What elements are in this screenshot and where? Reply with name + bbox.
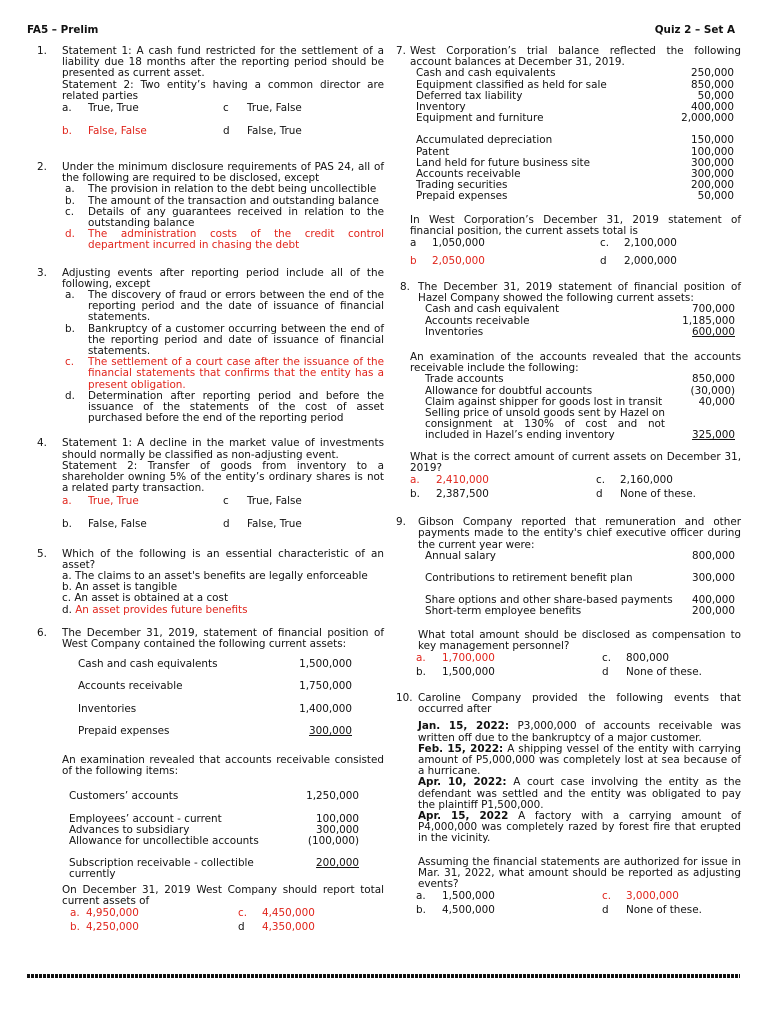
option-letter[interactable]: d [600,255,607,268]
option-letter[interactable]: b. [416,665,426,678]
quiz-title: Quiz 2 – Set A [654,24,735,36]
answer-options [416,653,741,681]
row-value: (30,000) [690,384,735,397]
option-text[interactable]: 2,000,000 [624,255,677,268]
row-label: Cash and cash equivalent [425,303,560,316]
option-text[interactable]: None of these. [626,904,702,917]
question-number: 8. [400,281,410,294]
choice-letter: c. [65,205,75,218]
option-text[interactable]: True, True [88,102,139,115]
question-1 [27,46,384,140]
option-letter-correct[interactable]: a. [410,474,420,487]
option-letter[interactable]: a. [416,890,426,903]
answer-options [410,475,741,503]
row-label: Inventory [416,101,466,114]
row-label: Allowance for doubtful accounts [425,384,593,397]
question-stem: Under the minimum disclosure requirements of PAS 24, all of the following are required to be disclosed, except [62,161,384,185]
choice-text: Details of any guarantees received in relation to the outstanding balance [88,205,384,230]
row-value: 200,000 [692,605,735,618]
table-row [416,124,734,146]
option-text[interactable]: True, False [247,102,302,115]
row-value: 2,000,000 [681,112,734,125]
table-row [416,113,734,124]
option-text[interactable]: 1,050,000 [432,237,485,250]
statement-2: Statement 2: Two entity’s having a common director are related parties [62,78,384,102]
event-date: Apr. 15, 2022 [418,809,509,822]
choice-letter: a. [65,183,75,196]
option-letter-correct[interactable]: b [410,255,417,268]
right-column [396,46,741,931]
row-label: Equipment classified as held for sale [416,78,607,91]
table-row [69,836,359,847]
row-value: 150,000 [691,134,734,147]
table-row [416,191,734,202]
table-row [78,659,352,670]
row-value: 1,185,000 [682,314,735,327]
table-row [69,803,359,825]
row-label: Customers’ accounts [69,790,179,803]
question-number: 4. [37,437,47,450]
question-number: 2. [37,161,47,174]
row-value: 850,000 [691,78,734,91]
receivables-table [425,374,735,441]
choice-d-correct[interactable] [62,229,384,251]
question-3 [27,268,384,425]
row-label: Accumulated depreciation [416,134,553,147]
row-value: 1,750,000 [299,680,352,693]
option-letter[interactable]: a. [70,906,80,919]
row-value: 700,000 [692,303,735,316]
row-value: 300,000 [309,724,352,737]
row-label: Accounts receivable [78,680,183,693]
question-number: 1. [37,45,47,57]
question-number: 6. [37,626,47,639]
table-row [416,68,734,79]
choice-c[interactable] [62,207,384,229]
remuneration-table [425,551,735,618]
event-text: A court case involving the entity as the defendant was settled and the entity was obligated to pay the plaintiff P1,500,000. [418,776,741,811]
table-row [425,304,735,315]
row-label: Contributions to retirement benefit plan [425,571,633,584]
option-text[interactable]: 1,500,000 [442,665,495,678]
statement-1: Statement 1: A decline in the market value of investments should normally be classified as non-adjusting event. [62,437,384,461]
option-text[interactable]: 4,500,000 [442,904,495,917]
question-8 [396,282,741,503]
row-label: Allowance for uncollectible accounts [69,834,259,847]
question-stem: Gibson Company reported that remuneration and other payments made to the entity's chief executive officer during the current year were: [418,516,741,551]
question-text: Assuming the financial statements are authorized for issue in Mar. 31, 2022, what amount should be reported as adjusting events? [418,855,741,890]
row-label: Cash and cash equivalents [416,67,556,80]
option-text-correct[interactable]: 1,700,000 [442,651,495,664]
option-letter[interactable]: d [223,125,230,138]
option-text[interactable]: True, False [247,494,302,507]
row-value: 1,500,000 [299,658,352,671]
statement-2: Statement 2: Transfer of goods from inventory to a shareholder owning 5% of the entity’s ordinary shares is not a related party transaction. [62,459,384,495]
table-row [69,847,359,880]
choice-letter: b. [65,194,75,207]
option-text-correct[interactable]: 2,410,000 [436,474,489,487]
course-title: FA5 – Prelim [27,24,99,36]
choice-text: The amount of the transaction and outstanding balance [88,194,379,207]
option-text[interactable]: False, True [247,517,302,530]
event-date: Feb. 15, 2022: [418,742,504,755]
option-text-correct[interactable]: False, False [88,125,147,138]
row-value: 50,000 [697,89,734,102]
event-item [418,811,741,845]
choice-text: The administration costs of the credit control department incurred in chasing the debt [88,228,384,252]
row-value: 400,000 [691,101,734,114]
question-10 [396,693,741,919]
choice-text: Determination after reporting period and before the issuance of the statements of the cost of asset purchased before the end of the reporting period [88,389,384,425]
question-6 [27,628,384,936]
examination-text: An examination revealed that accounts receivable consisted of the following items: [62,753,384,778]
question-stem: Which of the following is an essential characteristic of an asset? [62,547,384,571]
option-letter[interactable]: a. [62,102,72,115]
row-label: Prepaid expenses [78,724,170,737]
option-letter-correct[interactable]: c. [602,890,612,903]
row-label: Annual salary [425,549,496,562]
choice-b[interactable] [62,324,384,358]
option-letter[interactable]: c. [596,474,606,487]
row-value: 50,000 [697,190,734,203]
row-value: 850,000 [692,373,735,386]
table-row [425,374,735,385]
row-label: Patent [416,145,450,158]
option-text[interactable]: 800,000 [626,651,669,664]
question-number: 7. [396,45,406,57]
table-row [425,606,735,617]
choice-d-correct[interactable]: d. An asset provides future benefits [62,603,248,616]
option-letter[interactable]: a [410,237,417,250]
table-row [425,551,735,562]
question-stem: Caroline Company provided the following events that occurred after [418,691,741,716]
row-label: Equipment and furniture [416,112,544,125]
row-label: Short-term employee benefits [425,605,582,618]
row-label: Trade accounts [425,373,504,386]
row-label: Deferred tax liability [416,89,523,102]
question-5 [27,549,384,616]
table-row [425,562,735,584]
row-label: Share options and other share-based payments [425,594,673,607]
option-text[interactable]: None of these. [626,665,702,678]
current-assets-table [78,659,352,737]
table-row [425,584,735,606]
choice-text: Bankruptcy of a customer occurring between the end of the reporting period and date of issuance of financial statements. [88,322,384,358]
option-text[interactable]: 2,100,000 [624,237,677,250]
question-2 [27,162,384,252]
current-assets-table [425,304,735,338]
row-value: 300,000 [691,168,734,181]
option-text[interactable]: 4,450,000 [262,906,315,919]
option-letter[interactable]: c. [600,237,610,250]
question-text: What is the correct amount of current assets on December 31, 2019? [410,450,741,474]
option-letter[interactable]: c. [238,906,248,919]
option-text[interactable]: None of these. [620,488,696,501]
event-date: Jan. 15, 2022: [418,720,510,733]
row-label: Claim against shipper for goods lost in transit [425,395,663,408]
option-text-correct[interactable]: 3,000,000 [626,890,679,903]
trial-balance-table [416,68,734,202]
event-date: Apr. 10, 2022: [418,776,507,789]
choice-a[interactable]: a. The claims to an asset's benefits are legally enforceable [62,569,368,582]
option-text-correct[interactable]: True, True [88,494,139,507]
row-label: Cash and cash equivalents [78,658,218,671]
question-stem: The December 31, 2019 statement of financial position of Hazel Company showed the following current assets: [418,281,741,305]
option-text[interactable]: False, True [247,125,302,138]
option-text[interactable]: 4,350,000 [262,920,315,933]
choice-letter: a. [65,289,75,302]
answer-options [416,891,741,919]
event-text: P3,000,000 of accounts receivable was written off due to the bankruptcy of a major customer. [418,720,741,744]
question-text: What total amount should be disclosed as compensation to key management personnel? [418,628,741,652]
table-row [69,791,359,802]
row-label: Trading securities [416,179,508,192]
table-row [78,693,352,715]
option-letter-correct[interactable]: a. [416,651,426,664]
row-label: Inventories [425,325,484,338]
choice-letter: b. [65,322,75,335]
question-stem: West Corporation’s trial balance reflected the following account balances at December 31, 2019. [410,45,741,69]
option-letter[interactable]: b. [410,488,420,501]
question-number: 10. [396,691,413,704]
event-item [418,777,741,811]
row-value: 250,000 [691,67,734,80]
footer-dashed-divider [27,974,740,978]
choice-letter: d. [65,389,75,402]
option-letter[interactable]: d [238,920,245,933]
left-column [27,46,384,948]
option-letter[interactable]: c. [602,651,612,664]
option-text[interactable]: 4,250,000 [86,920,139,933]
row-label: Employees’ account - current [69,812,222,825]
option-letter[interactable]: d [223,517,230,530]
event-text: A shipping vessel of the entity with carrying amount of P5,000,000 was completely lost at sea because of a hurricane. [418,742,741,778]
row-value: 600,000 [692,325,735,338]
option-text[interactable]: 2,160,000 [620,474,673,487]
row-label: Accounts receivable [425,314,530,327]
answer-options [62,103,384,140]
choice-b[interactable]: b. An asset is tangible [62,581,178,594]
choice-text: The settlement of a court case after the issuance of the financial statements that confirms that the entity has a present obligation. [88,356,384,391]
question-7 [396,46,741,270]
question-number: 3. [37,266,47,279]
table-row [78,670,352,692]
option-letter[interactable]: d [596,488,603,501]
event-list [418,721,741,844]
row-value: 1,400,000 [299,702,352,715]
row-value: 325,000 [692,429,735,442]
question-text: In West Corporation’s December 31, 2019 statement of financial position, the current assets total is [410,213,741,237]
option-letter[interactable]: b. [62,517,72,530]
option-letter[interactable]: d [602,665,609,678]
row-label: Land held for future business site [416,156,590,169]
choice-a[interactable] [62,290,384,324]
row-value: 300,000 [692,571,735,584]
option-letter[interactable]: b. [416,904,426,917]
row-value: 200,000 [316,857,359,870]
row-label: Subscription receivable - collectible currently [69,857,254,881]
question-number: 9. [396,516,406,529]
table-row [425,408,735,442]
answer-options [410,238,741,270]
question-stem: Adjusting events after reporting period include all of the following, except [62,266,384,290]
row-label: Selling price of unsold goods sent by Hazel on consignment at 130% of cost and not included in Hazel’s ending inventory [425,407,665,442]
question-stem: The December 31, 2019, statement of financial position of West Company contained the following current assets: [62,626,384,650]
option-text[interactable]: 1,500,000 [442,890,495,903]
question-text: On December 31, 2019 West Company should report total current assets of [62,883,384,907]
question-4 [27,438,384,532]
question-number: 5. [37,547,47,560]
event-item [418,744,741,778]
option-text[interactable]: 2,387,500 [436,488,489,501]
row-value: 40,000 [698,395,735,408]
choice-text: The discovery of fraud or errors between the end of the reporting period and the date of issuance of financial statements. [88,289,384,324]
option-text[interactable]: 4,950,000 [86,906,139,919]
row-value: 300,000 [316,823,359,836]
choice-text: The provision in relation to the debt being uncollectible [88,183,377,196]
choice-letter: d. [65,228,75,241]
table-row [78,715,352,737]
row-value: 300,000 [691,156,734,169]
option-text-correct[interactable]: 2,050,000 [432,255,485,268]
option-letter-correct[interactable]: b. [62,125,72,138]
option-letter[interactable]: c [223,102,229,115]
row-value: 200,000 [691,179,734,192]
option-letter[interactable]: b. [70,920,80,933]
examination-text: An examination of the accounts revealed that the accounts receivable include the following: [410,351,741,375]
event-item [418,721,741,743]
answer-options [70,908,384,936]
choice-c[interactable]: c. An asset is obtained at a cost [62,592,229,605]
table-row [425,327,735,338]
option-text[interactable]: False, False [88,517,147,530]
choice-letter: c. [65,356,75,369]
answer-options [62,496,384,533]
row-value: 100,000 [691,145,734,158]
row-label: Advances to subsidiary [69,823,190,836]
choice-c-correct[interactable] [62,357,384,391]
row-label: Inventories [78,702,137,715]
event-text: A factory with a carrying amount of P4,000,000 was completely razed by forest fire that erupted in the vicinity. [418,809,741,845]
row-value: 1,250,000 [306,790,359,803]
option-letter-correct[interactable]: a. [62,494,72,507]
receivables-table [69,791,359,880]
correct-answer-text: An asset provides future benefits [75,603,248,616]
row-label: Accounts receivable [416,168,521,181]
question-9 [396,517,741,681]
row-value: 800,000 [692,549,735,562]
row-label: Prepaid expenses [416,190,508,203]
option-letter[interactable]: d [602,904,609,917]
row-value: (100,000) [307,834,359,847]
option-letter[interactable]: c [223,494,229,507]
statement-1: Statement 1: A cash fund restricted for the settlement of a liability due 18 months after the reporting period should be presented as current asset. [62,45,384,80]
row-value: 400,000 [692,594,735,607]
row-value: 100,000 [316,812,359,825]
choice-d[interactable] [62,391,384,425]
